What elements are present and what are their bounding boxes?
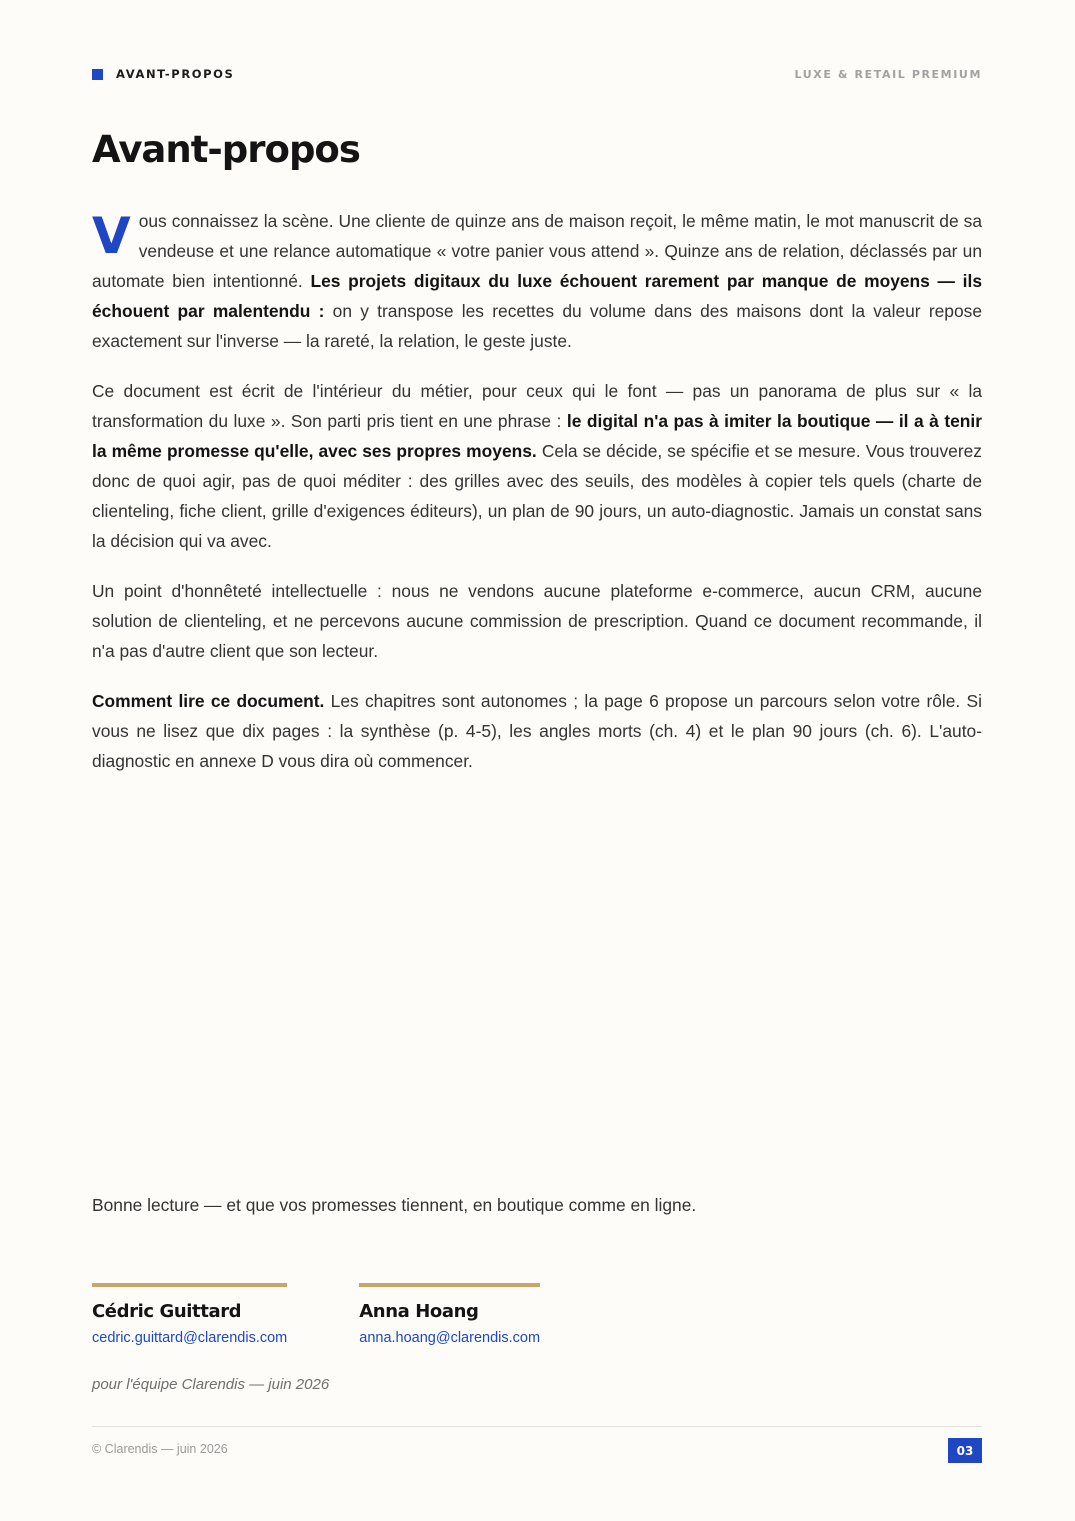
signature-rule — [92, 1283, 287, 1287]
paragraph-stance — [92, 376, 982, 556]
header-section-label: AVANT-PROPOS — [116, 67, 235, 81]
signature-name: Cédric Guittard — [92, 1301, 242, 1322]
paragraph-intro — [92, 206, 982, 356]
team-note: pour l'équipe Clarendis — juin 2026 — [92, 1376, 330, 1393]
paragraph-emphasis: Comment lire ce document. — [92, 691, 325, 711]
paragraph-honesty — [92, 576, 982, 666]
signature-block — [92, 1283, 287, 1346]
signature-block — [359, 1283, 540, 1346]
paragraph-text: on y transpose les recettes du volume dans des maisons dont la valeur repose exactement sur l'inverse — la rareté, la relation, le geste juste. — [92, 301, 982, 351]
page-number-badge: 03 — [948, 1438, 982, 1463]
signature-email-link[interactable]: anna.hoang@clarendis.com — [359, 1330, 541, 1346]
section-marker-icon — [92, 69, 103, 80]
paragraph-text: Cela se décide, se spécifie et se mesure. Vous trouverez donc de quoi agir, pas de quoi méditer : des grilles avec des seuils, des modèles à copier tels quels (charte de clienteling, fiche client, grille d'exigences éditeurs), un plan de 90 jours, un auto-diagnostic. Jamais un constat sans la décision qui va avec. — [92, 441, 982, 551]
signature-email-link[interactable]: cedric.guittard@clarendis.com — [92, 1330, 288, 1346]
paragraph-emphasis: Les projets digitaux du luxe échouent rarement par manque de moyens — ils échouent par malentendu : — [92, 271, 982, 321]
header-section — [92, 67, 234, 81]
header-publication-label: LUXE & RETAIL PREMIUM — [794, 67, 982, 81]
paragraph-text: Les chapitres sont autonomes ; la page 6 propose un parcours selon votre rôle. Si vous ne lisez que dix pages : la synthèse (p. 4-5), les angles morts (ch. 4) et le plan 90 jours (ch. 6). L'auto-diagnostic en annexe D vous dira où commencer. — [92, 691, 982, 771]
drop-cap: V — [92, 207, 131, 265]
signature-name: Anna Hoang — [359, 1301, 479, 1322]
paragraph-text: Un point d'honnêteté intellectuelle : nous ne vendons aucune plateforme e-commerce, aucun CRM, aucune solution de clienteling, et ne percevons aucune commission de prescription. Quand ce document recommande, il n'a pas d'autre client que son lecteur. — [92, 581, 982, 661]
page-header — [92, 66, 982, 82]
paragraph-text: ous connaissez la scène. Une cliente de quinze ans de maison reçoit, le même matin, le mot manuscrit de sa vendeuse et une relance automatique « votre panier vous attend ». Quinze ans de relation, déclassés par un automate bien intentionné. — [92, 211, 982, 291]
closing-line: Bonne lecture — et que vos promesses tiennent, en boutique comme en ligne. — [92, 1195, 697, 1215]
paragraph-how-to-read — [92, 686, 982, 776]
signature-rule — [359, 1283, 540, 1287]
footer-copyright: © Clarendis — juin 2026 — [92, 1442, 228, 1456]
body-text — [92, 206, 982, 796]
paragraph-text: Ce document est écrit de l'intérieur du métier, pour ceux qui le font — pas un panorama de plus sur « la transformation du luxe ». Son parti pris tient en une phrase : — [92, 381, 982, 431]
paragraph-emphasis: le digital n'a pas à imiter la boutique — il a à tenir la même promesse qu'elle, avec ses propres moyens. — [92, 411, 982, 461]
page-title: Avant-propos — [92, 128, 360, 171]
signatures — [92, 1283, 612, 1346]
footer-divider — [92, 1426, 982, 1427]
